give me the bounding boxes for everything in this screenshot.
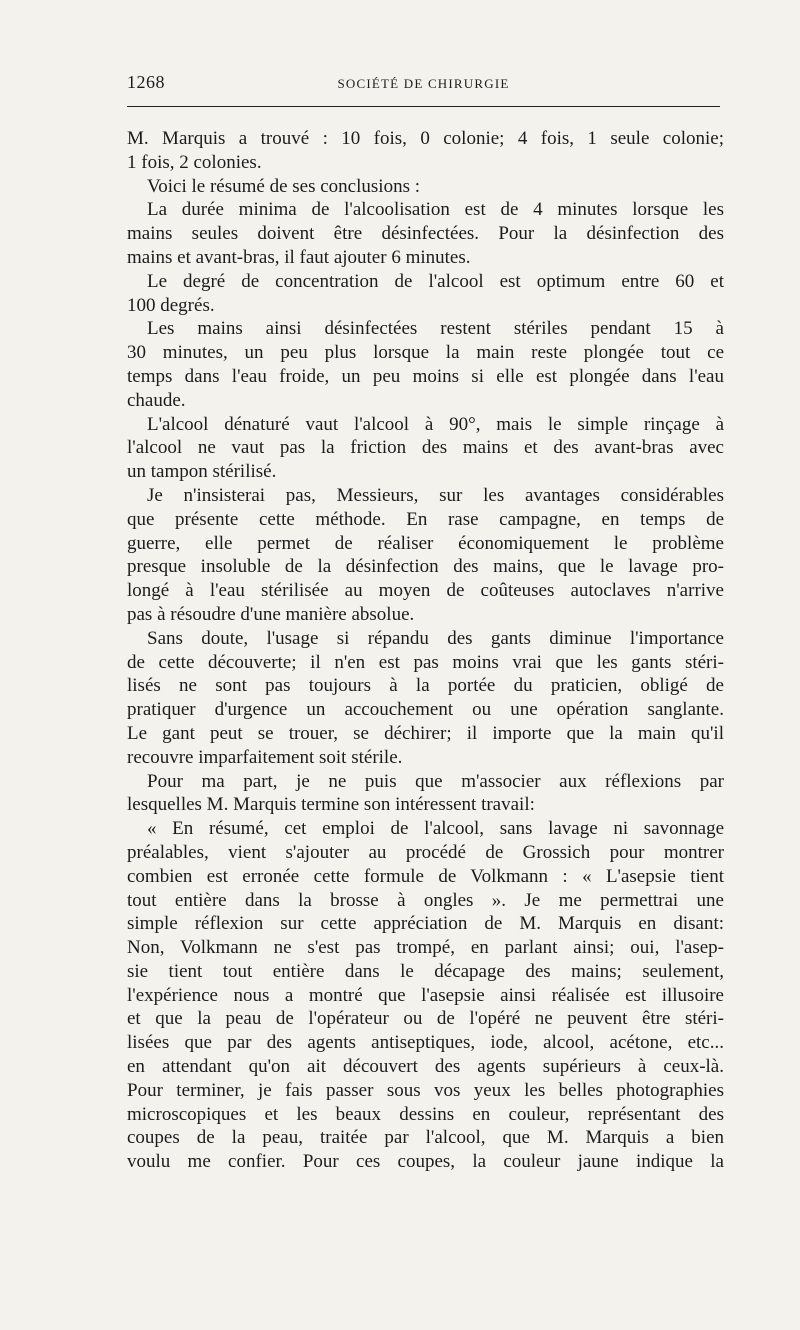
text-line: L'alcool dénaturé vaut l'alcool à 90°, mais le simple rinçage à	[147, 413, 724, 435]
text-line: voulu me confier. Pour ces coupes, la couleur jaune indique la	[127, 1151, 724, 1173]
text-line: mains et avant-bras, il faut ajouter 6 minutes.	[127, 246, 471, 268]
text-line: Je n'insisterai pas, Messieurs, sur les avantages considérables	[147, 484, 724, 506]
text-line: Pour terminer, je fais passer sous vos yeux les belles photographies	[127, 1079, 724, 1101]
text-line: lisées que par des agents antiseptiques, iode, alcool, acétone, etc...	[127, 1032, 724, 1054]
text-line: longé à l'eau stérilisée au moyen de coûteuses autoclaves n'arrive	[127, 580, 724, 602]
text-line: un tampon stérilisé.	[127, 461, 277, 483]
text-line: sie tient tout entière dans le décapage des mains; seulement,	[127, 960, 724, 982]
text-line: chaude.	[127, 389, 186, 411]
text-line: pratiquer d'urgence un accouchement ou une opération sanglante.	[127, 699, 724, 721]
text-line: recouvre imparfaitement soit stérile.	[127, 746, 403, 768]
text-line: « En résumé, cet emploi de l'alcool, sans lavage ni savonnage	[147, 818, 724, 840]
text-line: M. Marquis a trouvé : 10 fois, 0 colonie; 4 fois, 1 seule colonie;	[127, 128, 724, 149]
text-line: 30 minutes, un peu plus lorsque la main reste plongée tout ce	[127, 342, 724, 364]
text-line: Voici le résumé de ses conclusions :	[147, 175, 420, 197]
text-line: de cette découverte; il n'en est pas moins vrai que les gants stéri-	[127, 651, 724, 673]
text-line: combien est erronée cette formule de Volkmann : « L'asepsie tient	[127, 865, 724, 887]
text-line: presque insoluble de la désinfection des mains, que le lavage pro-	[127, 556, 724, 578]
text-line: l'alcool ne vaut pas la friction des mains et des avant-bras avec	[127, 437, 724, 459]
running-title: SOCIÉTÉ DE CHIRURGIE	[337, 76, 510, 91]
header-rule	[127, 106, 720, 107]
text-line: Le gant peut se trouer, se déchirer; il importe que la main qu'il	[127, 722, 724, 744]
text-line: coupes de la peau, traitée par l'alcool, que M. Marquis a bien	[127, 1127, 724, 1149]
text-line: temps dans l'eau froide, un peu moins si elle est plongée dans l'eau	[127, 365, 724, 387]
text-line: 100 degrés.	[127, 294, 215, 316]
text-line: pas à résoudre d'une manière absolue.	[127, 603, 415, 625]
text-line: préalables, vient s'ajouter au procédé de Grossich pour montrer	[127, 841, 724, 863]
text-line: et que la peau de l'opérateur ou de l'opéré ne peuvent être stéri-	[127, 1008, 724, 1030]
text-line: Non, Volkmann ne s'est pas trompé, en parlant ainsi; oui, l'asep-	[127, 937, 724, 959]
text-line: guerre, elle permet de réaliser économiquement le problème	[127, 532, 724, 554]
page-number: 1268	[127, 72, 165, 92]
text-line: La durée minima de l'alcoolisation est de 4 minutes lorsque les	[147, 199, 724, 221]
text-line: que présente cette méthode. En rase campagne, en temps de	[127, 508, 724, 530]
text-line: l'expérience nous a montré que l'asepsie ainsi réalisée est illusoire	[127, 984, 724, 1006]
text-line: mains seules doivent être désinfectées. Pour la désinfection des	[127, 223, 724, 245]
text-line: Pour ma part, je ne puis que m'associer aux réflexions par	[147, 770, 724, 792]
text-line: microscopiques et les beaux dessins en couleur, représentant des	[127, 1103, 724, 1125]
text-line: 1 fois, 2 colonies.	[127, 151, 262, 173]
page-header	[127, 68, 720, 98]
body-text	[127, 127, 724, 1174]
text-line: simple réflexion sur cette appréciation de M. Marquis en disant:	[127, 913, 724, 935]
text-line: Sans doute, l'usage si répandu des gants diminue l'importance	[147, 627, 724, 649]
text-line: lisés ne sont pas toujours à la portée du praticien, obligé de	[127, 675, 724, 697]
text-line: Le degré de concentration de l'alcool est optimum entre 60 et	[147, 270, 724, 292]
text-line: lesquelles M. Marquis termine son intéressent travail:	[127, 794, 535, 816]
text-line: Les mains ainsi désinfectées restent stériles pendant 15 à	[147, 318, 724, 340]
text-line: en attendant qu'on ait découvert des agents supérieurs à ceux-là.	[127, 1056, 724, 1078]
text-line: tout entière dans la brosse à ongles ». Je me permettrai une	[127, 889, 724, 911]
